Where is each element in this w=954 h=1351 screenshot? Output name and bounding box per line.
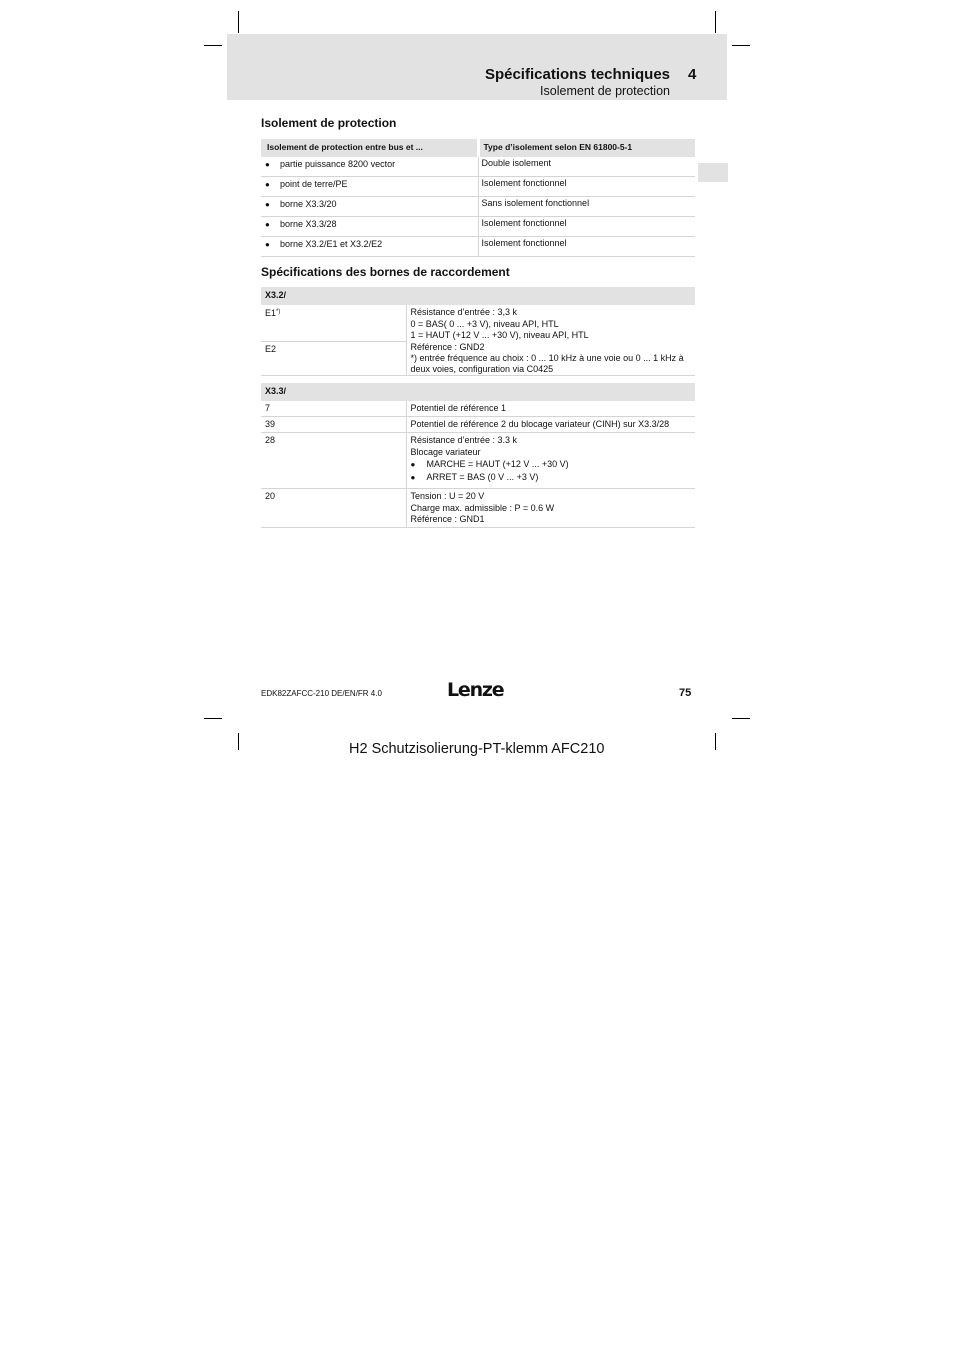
- terminal-description: Potentiel de référence 2 du blocage variateur (CINH) sur X3.3/28: [406, 417, 695, 433]
- bullet-icon: ●: [265, 200, 270, 209]
- row-type: Sans isolement fonctionnel: [478, 197, 695, 217]
- table-header-row: [261, 383, 695, 401]
- chapter-side-tab: [698, 163, 728, 182]
- terminal-description: Tension : U = 20 V Charge max. admissible : P = 0.6 W Référence : GND1: [406, 489, 695, 528]
- terminal-28: 28: [261, 433, 406, 489]
- column-header: Isolement de protection entre bus et ...: [261, 139, 478, 157]
- terminal-description: Potentiel de référence 1: [406, 401, 695, 417]
- document-code: EDK82ZAFCC-210 DE/EN/FR 4.0: [261, 689, 382, 698]
- table-row: [261, 433, 695, 489]
- terminal-7: 7: [261, 401, 406, 417]
- table-row: [261, 157, 695, 177]
- row-type: Isolement fonctionnel: [478, 237, 695, 257]
- crop-mark: [204, 718, 222, 719]
- column-header: Type d’isolement selon EN 61800-5-1: [478, 139, 695, 157]
- row-item: borne X3.3/20: [280, 199, 337, 209]
- crop-mark: [238, 733, 239, 750]
- terminal-table-x33: [261, 383, 695, 528]
- footnote-marker: *): [276, 309, 281, 315]
- page-number: 75: [679, 687, 692, 699]
- table-row: [261, 197, 695, 217]
- row-item: borne X3.3/28: [280, 219, 337, 229]
- table-row: [261, 305, 695, 341]
- bullet-icon: ●: [265, 240, 270, 249]
- terminal-39: 39: [261, 417, 406, 433]
- table-row: [261, 237, 695, 257]
- table-row: [261, 401, 695, 417]
- section-title-terminals: Spécifications des bornes de raccordement: [261, 265, 510, 279]
- bullet-icon: ●: [265, 180, 270, 189]
- row-type: Isolement fonctionnel: [478, 177, 695, 197]
- isolation-table: [261, 139, 695, 257]
- table-row: [261, 177, 695, 197]
- bullet-icon: ●: [410, 460, 416, 469]
- crop-mark: [715, 11, 716, 33]
- terminal-20: 20: [261, 489, 406, 528]
- terminal-group-header: X3.3/: [261, 383, 695, 401]
- terminal-table-x32: [261, 287, 695, 376]
- image-caption: H2 Schutzisolierung-PT-klemm AFC210: [349, 741, 605, 757]
- page-subtitle: Isolement de protection: [540, 84, 670, 98]
- terminal-description: Résistance d’entrée : 3.3 k Blocage variateur ● MARCHE = HAUT (+12 V ... +30 V) ● ARRET = BAS (0 V ... +3 V): [406, 433, 695, 489]
- row-type: Double isolement: [478, 157, 695, 177]
- section-title-isolation: Isolement de protection: [261, 116, 397, 130]
- row-item: point de terre/PE: [280, 179, 348, 189]
- terminal-group-header: X3.2/: [261, 287, 695, 305]
- lenze-logo: Lenze: [447, 679, 504, 701]
- page-title: Spécifications techniques: [484, 66, 670, 83]
- crop-mark: [238, 11, 239, 33]
- row-item: partie puissance 8200 vector: [280, 159, 396, 169]
- table-row: [261, 489, 695, 528]
- crop-mark: [732, 45, 750, 46]
- row-item: borne X3.2/E1 et X3.2/E2: [280, 239, 383, 249]
- bullet-icon: ●: [410, 472, 416, 482]
- table-header-row: [261, 139, 695, 157]
- crop-mark: [204, 45, 222, 46]
- table-header-row: [261, 287, 695, 305]
- crop-mark: [732, 718, 750, 719]
- bullet-icon: ●: [265, 160, 270, 169]
- terminal-e2: E2: [261, 341, 406, 376]
- terminal-e1: E1: [265, 308, 277, 318]
- row-type: Isolement fonctionnel: [478, 217, 695, 237]
- table-row: [261, 417, 695, 433]
- bullet-icon: ●: [265, 220, 270, 229]
- crop-mark: [715, 733, 716, 750]
- terminal-description: Résistance d’entrée : 3,3 k 0 = BAS( 0 ... +3 V), niveau API, HTL 1 = HAUT (+12 V ... +30 V), niveau API, HTL Référence : GND2 *) entrée fréquence au choix : 0 ... 10 kHz à une voie ou 0 ... 1 kHz à deux voies, configuration via C0425: [406, 305, 695, 376]
- table-row: [261, 217, 695, 237]
- chapter-number: 4: [688, 66, 697, 83]
